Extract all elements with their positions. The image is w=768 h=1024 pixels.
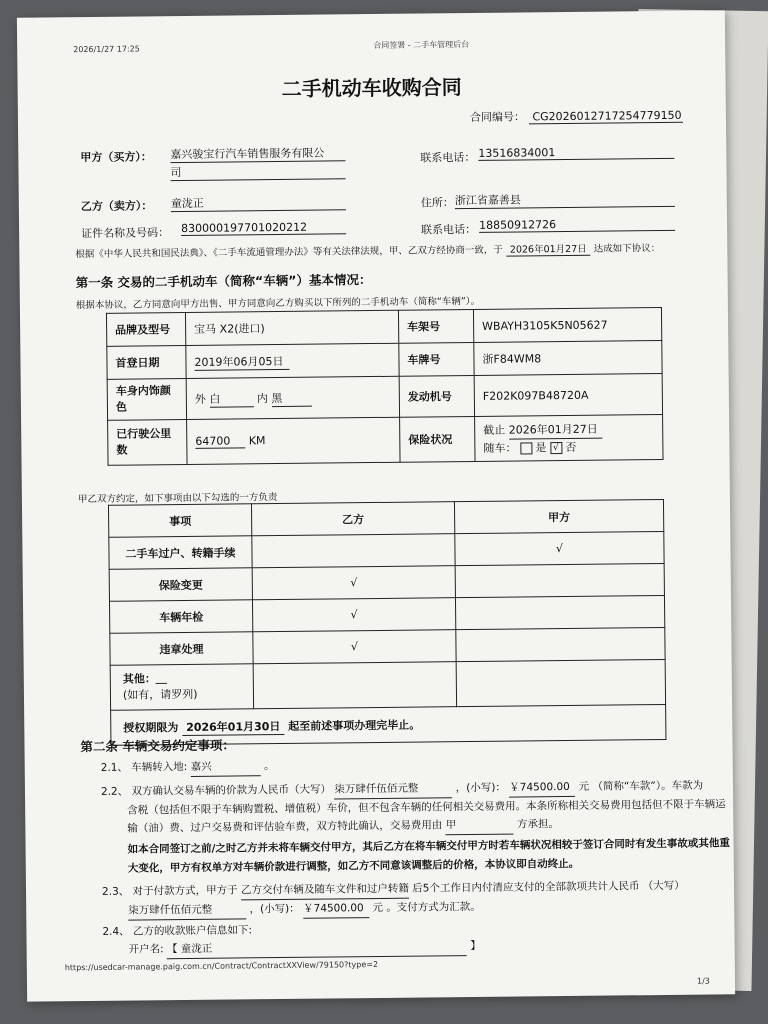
print-datetime: 2026/1/27 17:25 xyxy=(73,44,140,55)
price-uppercase: 柒万肆仟伍佰元整 xyxy=(334,779,452,799)
clause-2-2-text-b: ，(小写)： xyxy=(455,781,506,795)
preamble-suffix: 达成如下协议： xyxy=(593,243,661,255)
adjustment-line1: 如本合同签订之前/之时乙方并未将车辆交付甲方，其后乙方在将车辆交付甲方时若车辆状况相较于签订合同时有发生事故或其他重 xyxy=(127,837,730,856)
duties-intro: 甲乙双方约定，如下事项由以下勾选的一方负责 xyxy=(77,492,278,506)
clause-2-3 xyxy=(102,876,722,920)
contract-number-label: 合同编号： xyxy=(469,110,526,124)
clause-2-2-line3b: 方承担。 xyxy=(516,818,560,831)
duty-item: 保险变更 xyxy=(109,568,252,601)
clause-2-2-text-c: 元 （简称“车款”）。车款为 xyxy=(578,779,704,793)
other-hint: (如有，请罗列) xyxy=(122,687,198,702)
color-label-line1: 车身内饰颜 xyxy=(115,384,171,398)
deadline-suffix: 起至前述事项办理完毕止。 xyxy=(288,718,421,733)
adjustment-line2: 大变化，甲方有权单方对车辆价款进行调整，如乙方不同意该调整后的价格，本协议即自动终止。 xyxy=(127,857,580,875)
vin-value: WBAYH3105K5N05627 xyxy=(473,308,661,343)
clause-2-4-text: 乙方的收款账户信息如下: xyxy=(132,924,253,938)
article1-title: 第一条 交易的二手机动车（简称“车辆”）基本情况： xyxy=(75,272,372,291)
clause-2-3-text-b: 后5个工作日内付清应支付的全部款项共计人民币 （大写） xyxy=(412,879,685,895)
account-holder-close: 】 xyxy=(470,939,481,953)
clause-2-1-no: 2.1、 xyxy=(100,761,128,774)
duty-a-mark xyxy=(455,595,664,629)
clause-2-3-no: 2.3、 xyxy=(101,885,130,898)
price-lowercase: ￥74500.00 xyxy=(509,778,575,798)
preamble xyxy=(75,240,660,261)
color-label-line2: 色 xyxy=(115,400,128,414)
party-b-address: 浙江省嘉善县 xyxy=(455,190,675,209)
page-number: 1/3 xyxy=(696,976,710,986)
payment-uppercase: 柒万肆仟伍佰元整 xyxy=(128,900,246,920)
color-value xyxy=(186,376,399,419)
duty-a-mark xyxy=(455,563,664,597)
preamble-date: 2026年01月27日 xyxy=(506,241,591,257)
no-checkbox[interactable]: √ xyxy=(550,442,562,454)
duty-a-mark xyxy=(456,627,665,661)
contract-title: 二手机动车收购合同 xyxy=(281,75,462,101)
insurance-date: 2026年01月27日 xyxy=(509,420,602,439)
mileage-value xyxy=(187,417,400,464)
party-a-phone-label: 联系电话： xyxy=(420,150,476,165)
party-b-id-label: 证件名称及号码： xyxy=(81,226,170,241)
no-label: 否 xyxy=(565,440,577,454)
deadline-prefix: 授权期限为 xyxy=(123,720,179,735)
color-label xyxy=(107,378,186,420)
clause-2-1-end: 。 xyxy=(263,760,275,773)
reg-date-text: 2019年06月05日 xyxy=(194,352,289,370)
brand-value: 宝马 X2(进口) xyxy=(185,310,398,345)
exterior-color: 白 xyxy=(209,390,253,407)
clause-2-2-no: 2.2、 xyxy=(100,785,129,798)
party-b-phone-label: 联系电话： xyxy=(421,222,477,237)
party-a-phone: 13516834001 xyxy=(478,145,674,161)
clause-2-1-text: 车辆转入地: xyxy=(131,760,188,774)
clause-2-4-no: 2.4、 xyxy=(102,925,130,938)
plate-value: 浙F84WM8 xyxy=(474,340,662,375)
clause-2-2-line2: 含税（包括但不限于车辆购置税、增值税）车价，但不包含车辆的任何相关交易费用。本条所称相关交易费用包括但不限于车辆运 xyxy=(127,798,726,817)
insurance-label: 保险状况 xyxy=(400,416,475,462)
duty-b-mark xyxy=(252,534,455,568)
party-b-label: 乙方（卖方）： xyxy=(80,199,153,214)
plate-label: 车牌号 xyxy=(399,342,474,376)
account-holder: 【 童泷正 xyxy=(167,937,467,959)
duty-item: 车辆年检 xyxy=(109,600,252,633)
duty-b-mark: √ xyxy=(252,598,455,632)
adjustment-clause xyxy=(127,834,730,878)
mileage-number: 64700 xyxy=(195,434,245,449)
clause-2-2-text-a: 双方确认交易车辆的价款为人民币（大写） xyxy=(131,783,332,798)
with-car-label: 随车： xyxy=(483,441,517,455)
mileage-unit: KM xyxy=(248,434,266,448)
duties-table xyxy=(108,499,666,746)
other-a-cell xyxy=(456,659,665,706)
account-holder-label: 开户名: xyxy=(128,943,164,956)
reg-date-label: 首登日期 xyxy=(107,345,186,379)
clause-2-3-text-a: 对于付款方式，甲方于 xyxy=(132,884,238,898)
col-a-header: 甲方 xyxy=(454,499,663,533)
yes-label: 是 xyxy=(535,440,547,454)
party-b-phone: 18850912726 xyxy=(479,217,675,233)
contract-number-value: CG2026012717254779150 xyxy=(528,109,682,125)
contract-paper xyxy=(17,10,735,1001)
clause-2-2-line3a: 输（油）费、过户交易费和评估验车费，双方特此确认，交易费用由 xyxy=(127,819,443,835)
party-a-name-line1: 嘉兴骏宝行汽车销售服务有限公 xyxy=(170,144,345,163)
article2-title: 第二条 车辆交易约定事项： xyxy=(80,737,235,755)
clause-2-4 xyxy=(102,919,481,960)
print-url: https://usedcar-manage.paig.com.cn/Contract/ContractXXView/79150?type=2 xyxy=(64,960,379,973)
other-cell xyxy=(110,664,253,710)
interior-prefix: 内 xyxy=(256,391,268,405)
deadline-date: 2026年01月30日 xyxy=(182,717,284,735)
other-label: 其他：＿ xyxy=(122,672,167,686)
brand-label: 品牌及型号 xyxy=(106,312,185,346)
other-b-cell xyxy=(253,662,456,709)
payment-lowercase: ￥74500.00 xyxy=(303,899,369,919)
insurance-prefix: 截止 xyxy=(483,423,506,437)
transfer-destination: 嘉兴 xyxy=(191,757,261,777)
article1-intro: 根据本协议，乙方同意向甲方出售、甲方同意向乙方购买以下所列的二手机动车（简称“车辆”）。 xyxy=(75,295,481,312)
clause-2-1 xyxy=(101,757,275,778)
fee-payer: 甲 xyxy=(446,816,514,836)
clause-2-3-text-d: 元 。支付方式为汇款。 xyxy=(372,900,481,915)
clause-2-3-text-c: ，(小写)： xyxy=(249,902,300,916)
party-b-address-label: 住所： xyxy=(420,196,454,210)
party-b-name: 童泷正 xyxy=(171,193,346,212)
payment-condition: 乙方交付车辆及随车文件和过户转籍 xyxy=(241,880,409,901)
preamble-text: 根据《中华人民共和国民法典》、《二手车流通管理办法》等有关法律法规，甲、乙双方经协商一致，于 xyxy=(75,244,503,261)
insurance-value xyxy=(475,414,663,461)
interior-color: 黑 xyxy=(271,389,311,406)
reg-date-value xyxy=(186,343,399,378)
col-b-header: 乙方 xyxy=(251,502,454,536)
contract-number xyxy=(470,107,683,125)
mileage-label-line1: 已行驶公里 xyxy=(116,427,172,441)
party-b-id-no: 830000197701020212 xyxy=(181,220,346,236)
engine-label: 发动机号 xyxy=(399,375,474,417)
party-a-name-line2: 司 xyxy=(170,162,345,181)
yes-checkbox[interactable] xyxy=(520,442,532,454)
party-a-label: 甲方（买方）： xyxy=(80,150,152,165)
print-page-title: 合同签署 - 二手车管理后台 xyxy=(373,39,470,51)
duty-b-mark: √ xyxy=(252,566,455,600)
col-item-header: 事项 xyxy=(108,504,251,537)
mileage-label-line2: 数 xyxy=(116,443,128,457)
engine-value: F202K097B48720A xyxy=(474,373,662,416)
duty-item: 二手车过户、转籍手续 xyxy=(109,536,252,569)
mileage-label xyxy=(108,419,187,465)
duty-b-mark: √ xyxy=(253,630,456,664)
duty-item: 违章处理 xyxy=(110,632,253,665)
clause-2-2 xyxy=(100,776,726,838)
exterior-prefix: 外 xyxy=(194,392,206,406)
duty-a-mark: √ xyxy=(455,531,664,565)
vin-label: 车架号 xyxy=(398,309,473,343)
vehicle-table xyxy=(106,307,664,466)
